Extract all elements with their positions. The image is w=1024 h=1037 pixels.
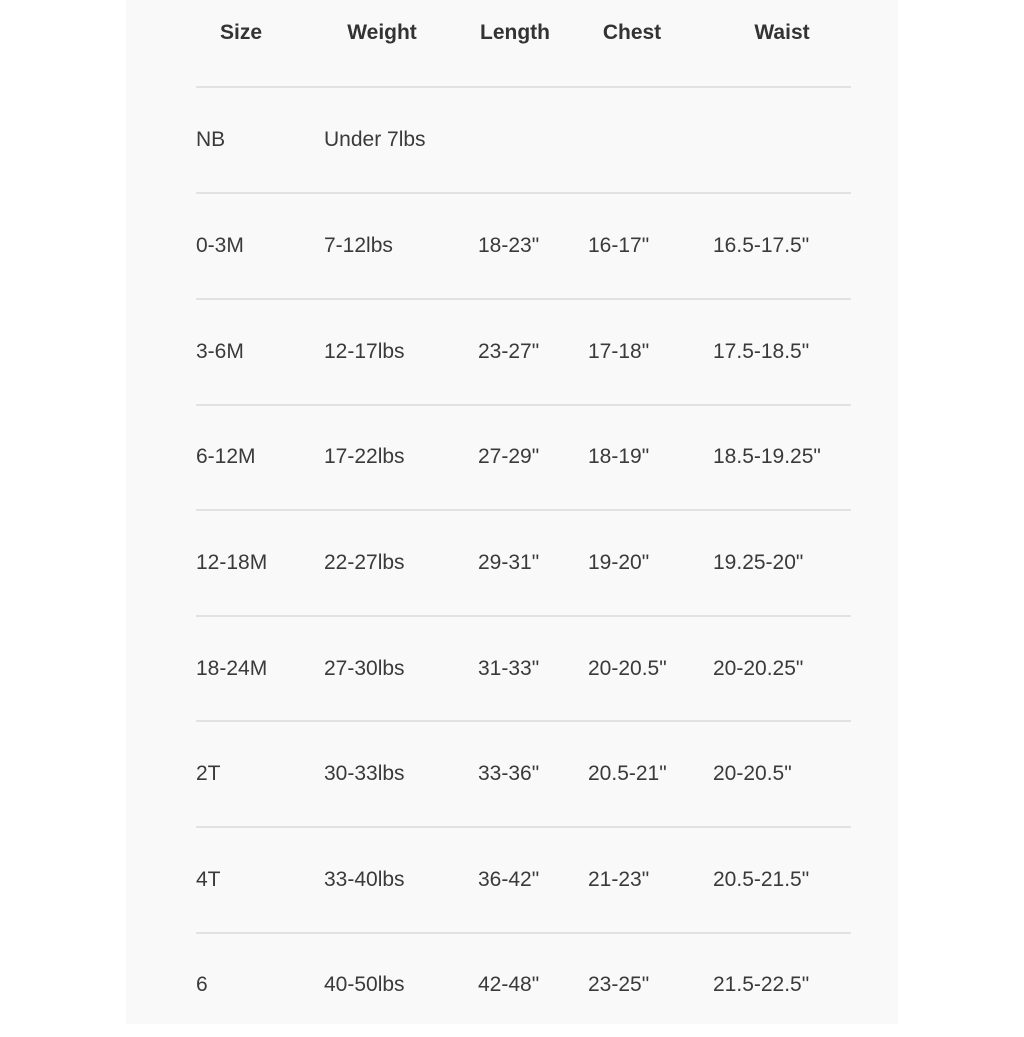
cell-waist: 16.5-17.5" [713,234,810,257]
cell-chest: 19-20" [588,551,650,574]
cell-weight: 30-33lbs [324,762,405,785]
cell-length: 18-23" [478,234,540,257]
cell-weight: Under 7lbs [324,128,426,151]
column-header-size: Size [219,21,263,44]
cell-waist: 19.25-20" [713,551,804,574]
column-header-weight: Weight [347,21,417,44]
cell-weight: 40-50lbs [324,973,405,996]
column-header-length: Length [480,21,550,44]
column-header-chest: Chest [602,21,662,44]
cell-length: 31-33" [478,657,540,680]
cell-weight: 12-17lbs [324,340,405,363]
cell-chest: 18-19" [588,445,650,468]
cell-chest: 20-20.5" [588,657,667,680]
cell-weight: 17-22lbs [324,445,405,468]
cell-chest: 16-17" [588,234,650,257]
table-row [126,722,898,826]
size-chart-panel [126,0,898,1024]
cell-size: 6-12M [196,445,256,468]
cell-size: 3-6M [196,340,244,363]
cell-length: 33-36" [478,762,540,785]
cell-size: 12-18M [196,551,268,574]
table-row [126,194,898,298]
table-row [126,828,898,932]
table-row [126,88,898,192]
cell-length: 23-27" [478,340,540,363]
cell-chest: 20.5-21" [588,762,667,785]
cell-waist: 17.5-18.5" [713,340,810,363]
table-row [126,617,898,721]
cell-size: 2T [196,762,221,785]
cell-size: 4T [196,868,221,891]
cell-weight: 22-27lbs [324,551,405,574]
table-row [126,933,898,1037]
column-header-waist: Waist [754,21,810,44]
cell-length: 36-42" [478,868,540,891]
cell-waist: 20-20.5" [713,762,792,785]
cell-weight: 7-12lbs [324,234,393,257]
cell-weight: 27-30lbs [324,657,405,680]
cell-size: 6 [196,973,208,996]
cell-size: 0-3M [196,234,244,257]
size-chart-header [126,0,898,72]
cell-chest: 23-25" [588,973,650,996]
cell-length: 29-31" [478,551,540,574]
cell-length: 27-29" [478,445,540,468]
cell-waist: 20.5-21.5" [713,868,810,891]
table-row [126,300,898,404]
cell-chest: 21-23" [588,868,650,891]
cell-chest: 17-18" [588,340,650,363]
table-row [126,405,898,509]
cell-size: NB [196,128,226,151]
cell-waist: 20-20.25" [713,657,804,680]
cell-waist: 18.5-19.25" [713,445,821,468]
cell-length: 42-48" [478,973,540,996]
cell-weight: 33-40lbs [324,868,405,891]
cell-size: 18-24M [196,657,268,680]
table-row [126,511,898,615]
cell-waist: 21.5-22.5" [713,973,810,996]
